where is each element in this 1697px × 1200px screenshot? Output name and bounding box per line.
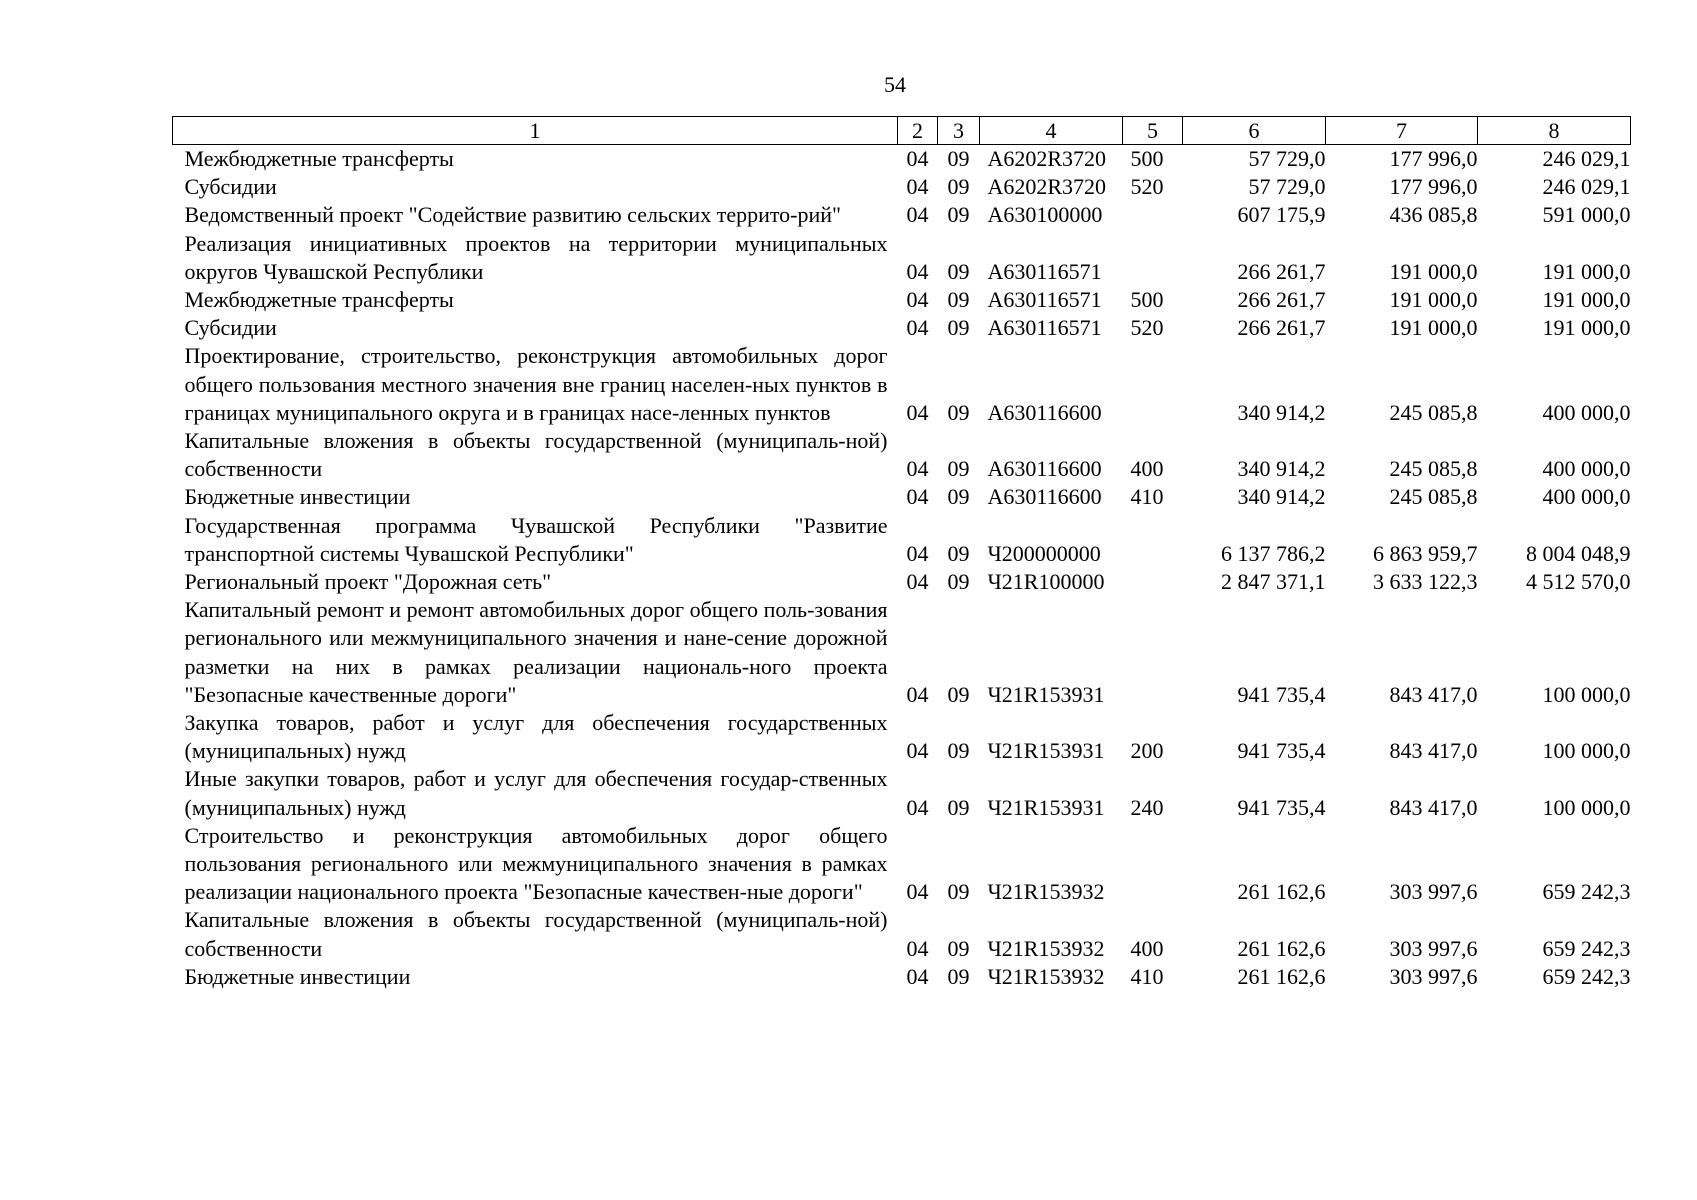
- table-row: [173, 709, 1631, 765]
- amount-col8-cell: 100 000,0: [1542, 738, 1631, 764]
- row-name-cell: Ведомственный проект "Содействие развитию сельских террито-рий": [184, 202, 842, 228]
- section-code-cell: 04: [906, 738, 929, 764]
- section-code-cell: 04: [906, 569, 929, 595]
- amount-col6-cell: 2 847 371,1: [1221, 569, 1326, 595]
- subsection-code-cell: 09: [947, 399, 970, 425]
- row-name-cell: Государственная программа Чувашской Республики "Развитие транспортной системы Чувашской Республики": [184, 512, 888, 566]
- amount-col8-cell: 400 000,0: [1542, 484, 1631, 510]
- subsection-code-cell: 09: [947, 935, 970, 961]
- target-article-cell: А630116571: [987, 315, 1102, 341]
- expense-type-cell: [1123, 512, 1183, 568]
- amount-col8-cell: 400 000,0: [1542, 456, 1631, 482]
- table-row: [173, 596, 1631, 709]
- section-code-cell: 04: [906, 456, 929, 482]
- subsection-code-cell: 09: [947, 963, 970, 989]
- table-row: [173, 230, 1631, 286]
- subsection-code-cell: 09: [947, 315, 970, 341]
- row-name-cell: Региональный проект "Дорожная сеть": [184, 569, 552, 595]
- amount-col7-cell: 177 996,0: [1389, 146, 1478, 171]
- target-article-cell: Ч21R100000: [987, 569, 1105, 595]
- amount-col6-cell: 941 735,4: [1237, 681, 1326, 707]
- budget-table: [172, 116, 1631, 991]
- col-header-2: 2: [898, 117, 938, 145]
- col-header-7: 7: [1326, 117, 1478, 145]
- target-article-cell: А630100000: [987, 202, 1103, 228]
- col-header-8: 8: [1478, 117, 1631, 145]
- subsection-code-cell: 09: [947, 569, 970, 595]
- amount-col7-cell: 303 997,6: [1389, 879, 1478, 905]
- row-name-cell: Бюджетные инвестиции: [184, 963, 411, 989]
- col-header-5: 5: [1123, 117, 1183, 145]
- amount-col8-cell: 191 000,0: [1542, 287, 1631, 313]
- expense-type-cell: [1123, 230, 1183, 286]
- col-header-4: 4: [980, 117, 1123, 145]
- amount-col6-cell: 266 261,7: [1237, 315, 1326, 341]
- table-row: [173, 512, 1631, 568]
- expense-type-cell: 200: [1130, 738, 1164, 764]
- expense-type-cell: 410: [1130, 963, 1164, 989]
- expense-type-cell: [1123, 822, 1183, 907]
- amount-col6-cell: 6 137 786,2: [1221, 540, 1326, 566]
- expense-type-cell: 400: [1130, 935, 1164, 961]
- amount-col6-cell: 266 261,7: [1237, 258, 1326, 284]
- table-row: [173, 427, 1631, 483]
- page-number: 54: [884, 72, 906, 97]
- amount-col7-cell: 245 085,8: [1389, 456, 1478, 482]
- amount-col7-cell: 843 417,0: [1389, 681, 1478, 707]
- expense-type-cell: 500: [1130, 287, 1164, 313]
- target-article-cell: А630116600: [987, 456, 1102, 482]
- amount-col8-cell: 4 512 570,0: [1526, 569, 1631, 595]
- section-code-cell: 04: [906, 935, 929, 961]
- table-row: [173, 963, 1631, 991]
- expense-type-cell: 410: [1130, 484, 1164, 510]
- row-name-cell: Капитальный ремонт и ремонт автомобильных дорог общего поль-зования регионального или межмуниципального значения и нане-сение дорожной разметки на них в рамках реализации националь-ного проекта "Безопасные качественные дороги": [184, 597, 888, 707]
- amount-col8-cell: 100 000,0: [1542, 681, 1631, 707]
- expense-type-cell: 520: [1130, 174, 1164, 200]
- amount-col7-cell: 6 863 959,7: [1373, 540, 1478, 566]
- amount-col6-cell: 57 729,0: [1248, 174, 1326, 200]
- subsection-code-cell: 09: [947, 202, 970, 228]
- target-article-cell: А6202R3720: [987, 174, 1107, 200]
- subsection-code-cell: 09: [947, 540, 970, 566]
- amount-col8-cell: 191 000,0: [1542, 258, 1631, 284]
- amount-col7-cell: 303 997,6: [1389, 935, 1478, 961]
- amount-col8-cell: 659 242,3: [1542, 935, 1631, 961]
- target-article-cell: Ч21R153932: [987, 963, 1105, 989]
- amount-col7-cell: 245 085,8: [1389, 399, 1478, 425]
- section-code-cell: 04: [906, 399, 929, 425]
- row-name-cell: Субсидии: [184, 315, 277, 341]
- table-row: [173, 314, 1631, 342]
- section-code-cell: 04: [906, 879, 929, 905]
- amount-col6-cell: 340 914,2: [1237, 399, 1326, 425]
- section-code-cell: 04: [906, 963, 929, 989]
- expense-type-cell: 520: [1130, 315, 1164, 341]
- amount-col7-cell: 843 417,0: [1389, 738, 1478, 764]
- row-name-cell: Проектирование, строительство, реконструкция автомобильных дорог общего пользования местного значения вне границ населен-ных пунктов в границах муниципального округа и в границах насе-ленных пунктов: [184, 343, 888, 425]
- subsection-code-cell: 09: [947, 738, 970, 764]
- amount-col6-cell: 261 162,6: [1237, 935, 1326, 961]
- amount-col7-cell: 191 000,0: [1389, 287, 1478, 313]
- row-name-cell: Капитальные вложения в объекты государственной (муниципаль-ной) собственности: [184, 428, 888, 482]
- amount-col6-cell: 607 175,9: [1237, 202, 1326, 228]
- section-code-cell: 04: [906, 484, 929, 510]
- amount-col6-cell: 340 914,2: [1237, 484, 1326, 510]
- table-row: [173, 286, 1631, 314]
- target-article-cell: Ч21R153932: [987, 879, 1105, 905]
- target-article-cell: А630116571: [987, 287, 1102, 313]
- subsection-code-cell: 09: [947, 258, 970, 284]
- section-code-cell: 04: [906, 540, 929, 566]
- table-row: [173, 906, 1631, 962]
- amount-col7-cell: 177 996,0: [1389, 174, 1478, 200]
- subsection-code-cell: 09: [947, 456, 970, 482]
- amount-col7-cell: 191 000,0: [1389, 258, 1478, 284]
- amount-col8-cell: 400 000,0: [1542, 399, 1631, 425]
- subsection-code-cell: 09: [947, 174, 970, 200]
- section-code-cell: 04: [906, 258, 929, 284]
- row-name-cell: Реализация инициативных проектов на территории муниципальных округов Чувашской Республики: [184, 230, 888, 284]
- row-name-cell: Строительство и реконструкция автомобильных дорог общего пользования регионального или межмуниципального значения в рамках реализации национального проекта "Безопасные качествен-ные дороги": [184, 822, 888, 905]
- table-row: [173, 342, 1631, 427]
- subsection-code-cell: 09: [947, 146, 970, 171]
- amount-col7-cell: 191 000,0: [1389, 315, 1478, 341]
- amount-col7-cell: 843 417,0: [1389, 794, 1478, 820]
- target-article-cell: Ч21R153931: [987, 794, 1105, 820]
- amount-col7-cell: 245 085,8: [1389, 484, 1478, 510]
- amount-col6-cell: 340 914,2: [1237, 456, 1326, 482]
- row-name-cell: Капитальные вложения в объекты государственной (муниципаль-ной) собственности: [184, 907, 888, 961]
- amount-col7-cell: 303 997,6: [1389, 963, 1478, 989]
- amount-col8-cell: 100 000,0: [1542, 794, 1631, 820]
- table-row: [173, 173, 1631, 201]
- row-name-cell: Межбюджетные трансферты: [184, 287, 454, 313]
- table-row: [173, 765, 1631, 821]
- amount-col8-cell: 659 242,3: [1542, 963, 1631, 989]
- section-code-cell: 04: [906, 287, 929, 313]
- subsection-code-cell: 09: [947, 794, 970, 820]
- amount-col8-cell: 8 004 048,9: [1526, 540, 1631, 566]
- section-code-cell: 04: [906, 202, 929, 228]
- amount-col7-cell: 3 633 122,3: [1373, 569, 1478, 595]
- subsection-code-cell: 09: [947, 879, 970, 905]
- section-code-cell: 04: [906, 174, 929, 200]
- target-article-cell: А6202R3720: [987, 146, 1107, 171]
- amount-col6-cell: 266 261,7: [1237, 287, 1326, 313]
- row-name-cell: Закупка товаров, работ и услуг для обеспечения государственных (муниципальных) нужд: [184, 710, 888, 764]
- section-code-cell: 04: [906, 315, 929, 341]
- amount-col6-cell: 941 735,4: [1237, 794, 1326, 820]
- expense-type-cell: [1123, 201, 1183, 229]
- target-article-cell: А630116600: [987, 399, 1102, 425]
- expense-type-cell: [1123, 568, 1183, 596]
- table-row: [173, 568, 1631, 596]
- col-header-3: 3: [938, 117, 980, 145]
- expense-type-cell: [1123, 596, 1183, 709]
- amount-col7-cell: 436 085,8: [1389, 202, 1478, 228]
- amount-col6-cell: 57 729,0: [1248, 146, 1326, 171]
- col-header-6: 6: [1183, 117, 1326, 145]
- table-row: [173, 822, 1631, 907]
- subsection-code-cell: 09: [947, 681, 970, 707]
- amount-col8-cell: 659 242,3: [1542, 879, 1631, 905]
- section-code-cell: 04: [906, 794, 929, 820]
- table-row: [173, 201, 1631, 229]
- section-code-cell: 04: [906, 146, 929, 171]
- row-name-cell: Межбюджетные трансферты: [184, 146, 454, 171]
- expense-type-cell: [1123, 342, 1183, 427]
- expense-type-cell: 240: [1130, 794, 1164, 820]
- row-name-cell: Иные закупки товаров, работ и услуг для обеспечения государ-ственных (муниципальных) нужд: [184, 766, 888, 820]
- amount-col6-cell: 261 162,6: [1237, 879, 1326, 905]
- target-article-cell: Ч21R153932: [987, 935, 1105, 961]
- expense-type-cell: 500: [1130, 146, 1164, 171]
- table-header-row: [173, 117, 1631, 145]
- section-code-cell: 04: [906, 681, 929, 707]
- table-body: [173, 145, 1631, 992]
- amount-col8-cell: 591 000,0: [1542, 202, 1631, 228]
- expense-type-cell: 400: [1130, 456, 1164, 482]
- row-name-cell: Субсидии: [184, 174, 277, 200]
- target-article-cell: А630116600: [987, 484, 1102, 510]
- target-article-cell: Ч21R153931: [987, 738, 1105, 764]
- target-article-cell: А630116571: [987, 258, 1102, 284]
- amount-col8-cell: 191 000,0: [1542, 315, 1631, 341]
- table-row: [173, 483, 1631, 511]
- col-header-1: 1: [173, 117, 898, 145]
- target-article-cell: Ч21R153931: [987, 681, 1105, 707]
- amount-col8-cell: 246 029,1: [1542, 174, 1631, 200]
- row-name-cell: Бюджетные инвестиции: [184, 484, 411, 510]
- subsection-code-cell: 09: [947, 484, 970, 510]
- subsection-code-cell: 09: [947, 287, 970, 313]
- amount-col6-cell: 261 162,6: [1237, 963, 1326, 989]
- table-row: [173, 145, 1631, 174]
- amount-col8-cell: 246 029,1: [1542, 146, 1631, 171]
- amount-col6-cell: 941 735,4: [1237, 738, 1326, 764]
- target-article-cell: Ч200000000: [987, 540, 1101, 566]
